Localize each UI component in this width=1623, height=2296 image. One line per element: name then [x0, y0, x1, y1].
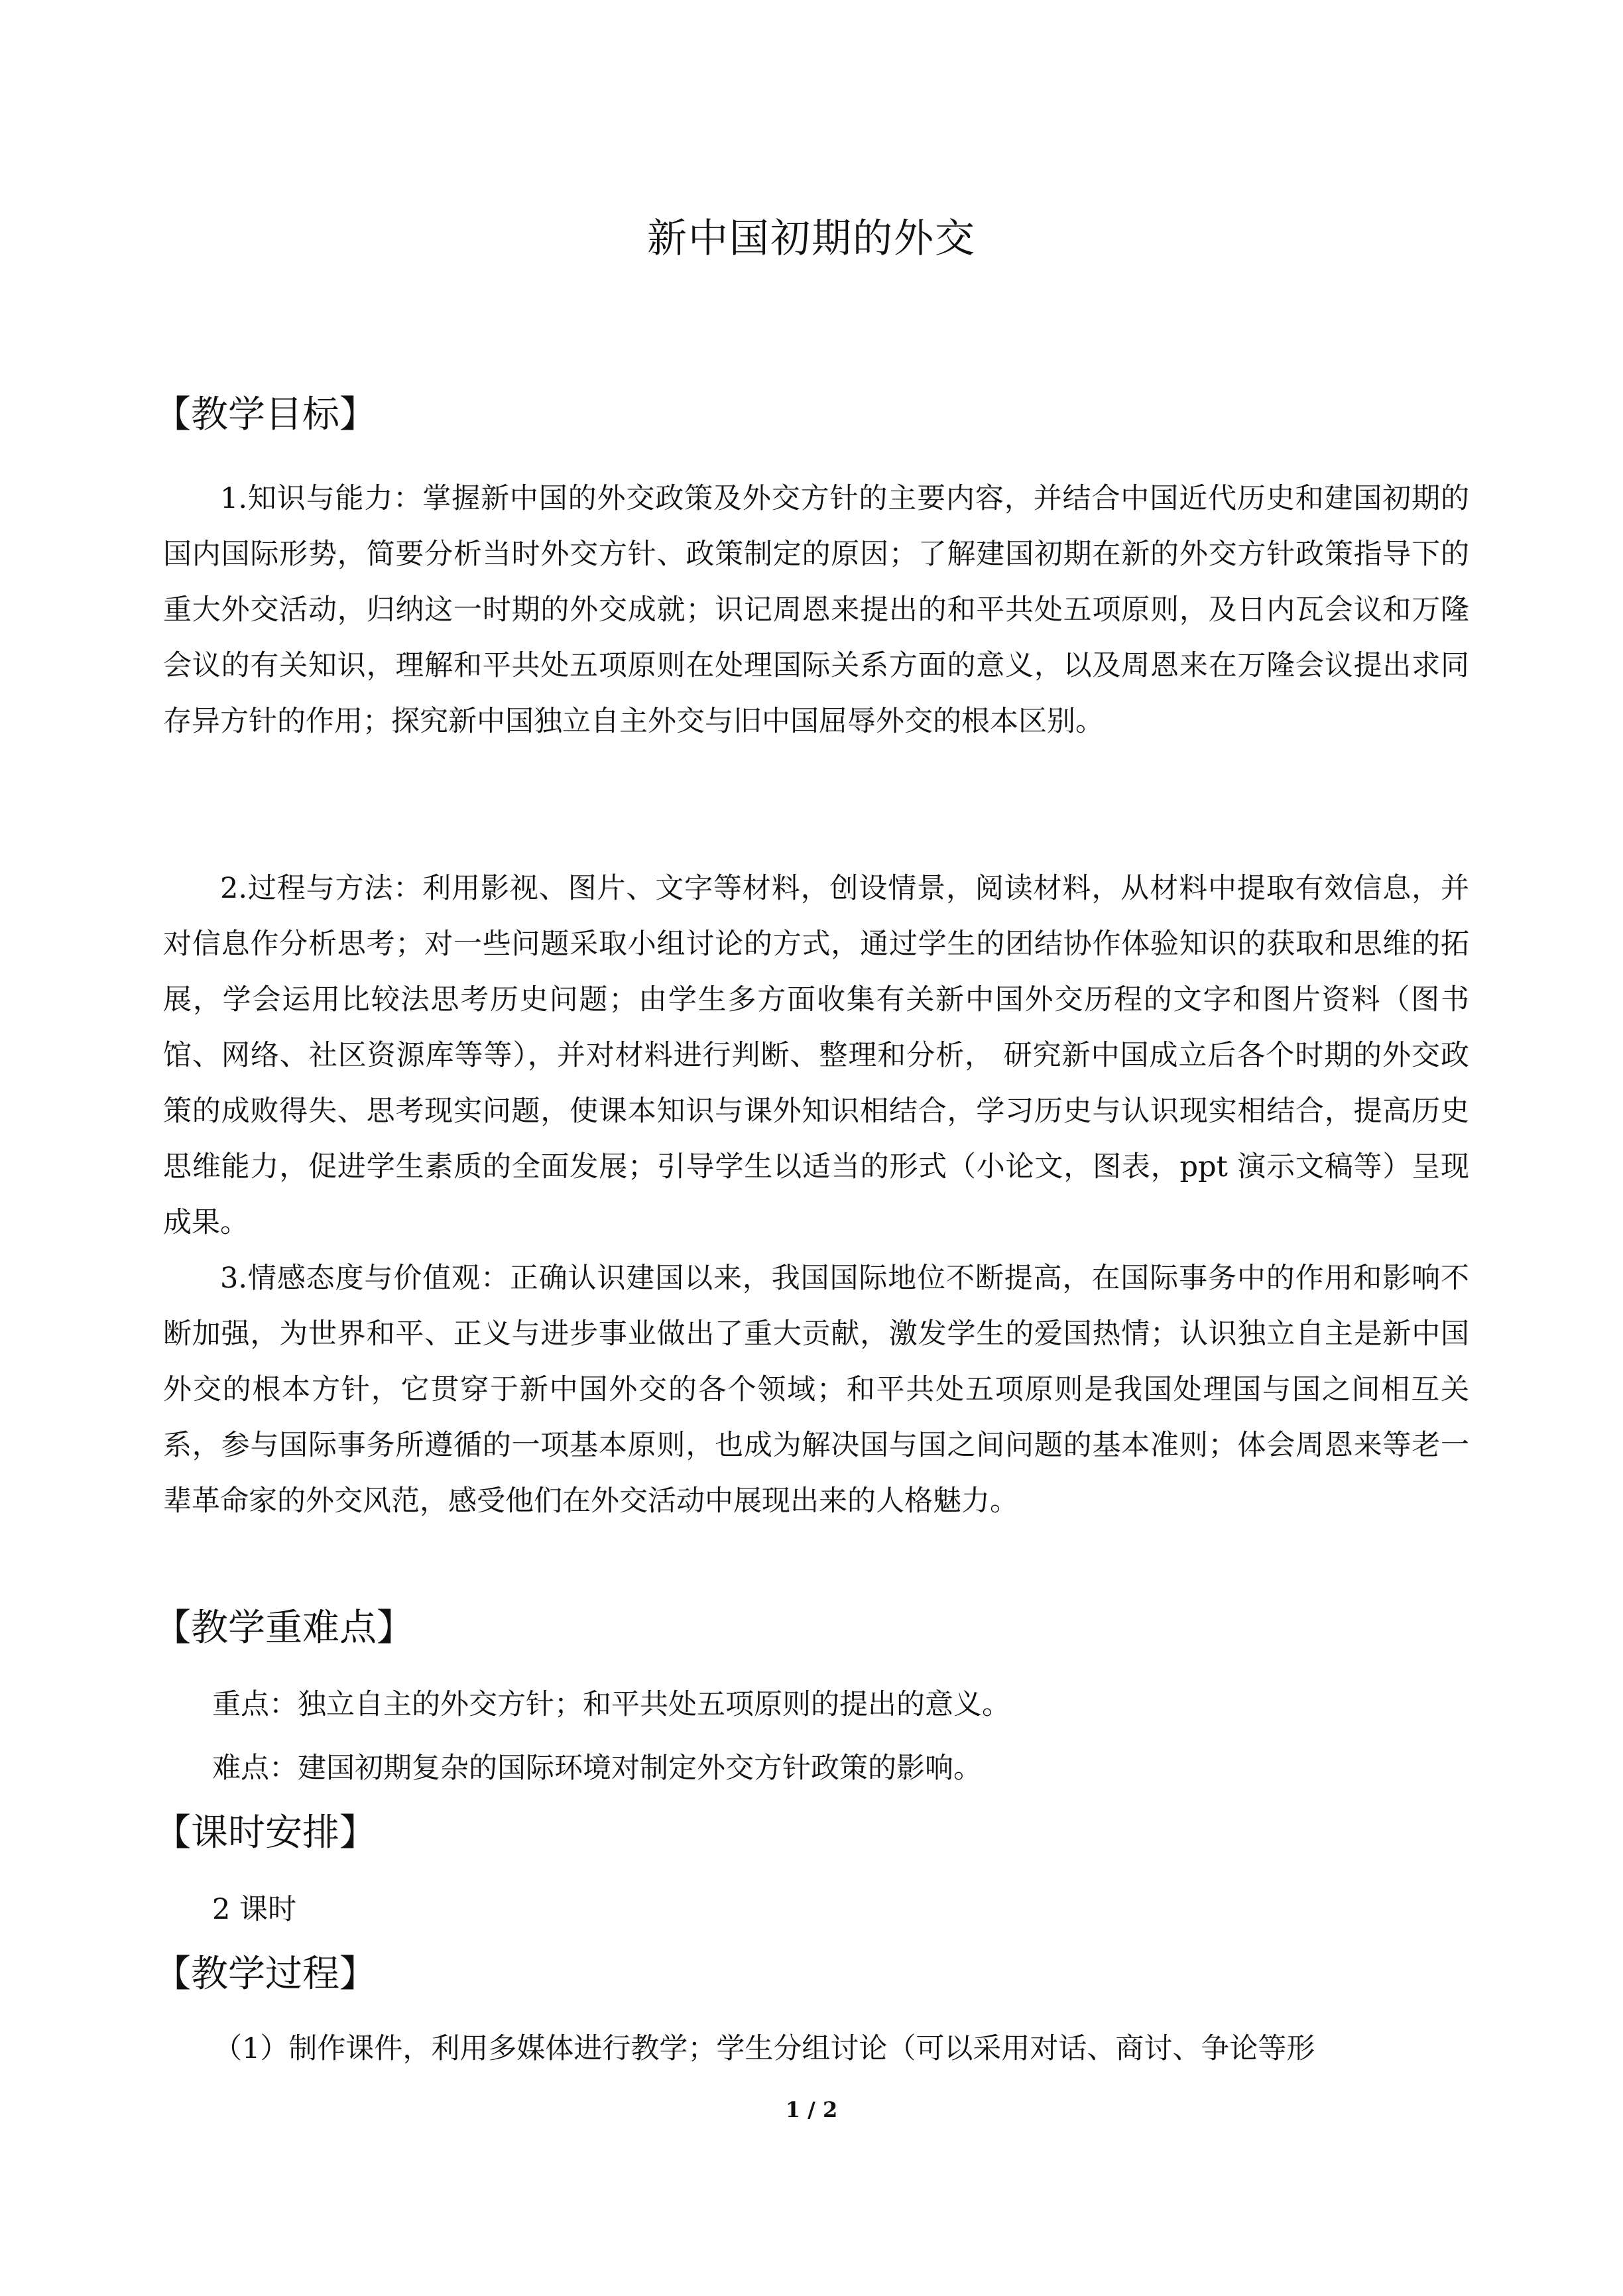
section-heading-objectives: 【教学目标】	[154, 393, 377, 436]
page-number: 1 / 2	[785, 2097, 838, 2122]
process-text: （1）制作课件，利用多媒体进行教学；学生分组讨论（可以采用对话、商讨、争论等形	[213, 2032, 1315, 2065]
paragraph-knowledge-ability: 1.知识与能力：掌握新中国的外交政策及外交方针的主要内容，并结合中国近代历史和建国初期的国内国际形势，简要分析当时外交方针、政策制定的原因；了解建国初期在新的外交方针政策指导下的重大外交活动，归纳这一时期的外交成就；识记周恩来提出的和平共处五项原则，及日内瓦会议和万隆会议的有关知识，理解和平共处五项原则在处理国际关系方面的意义，以及周恩来在万隆会议提出求同存异方针的作用；探究新中国独立自主外交与旧中国屈辱外交的根本区别。	[163, 482, 1469, 738]
document-title: 新中国初期的外交	[647, 215, 976, 262]
section-heading-process: 【教学过程】	[154, 1953, 377, 1996]
schedule-text: 2 课时	[212, 1893, 297, 1926]
paragraph-emotion-values: 3.情感态度与价值观：正确认识建国以来，我国国际地位不断提高，在国际事务中的作用和影响不断加强，为世界和平、正义与进步事业做出了重大贡献，激发学生的爱国热情；认识独立自主是新中国外交的根本方针，它贯穿于新中国外交的各个领域；和平共处五项原则是我国处理国与国之间相互关系，参与国际事务所遵循的一项基本原则，也成为解决国与国之间问题的基本准则；体会周恩来等老一辈革命家的外交风范，感受他们在外交活动中展现出来的人格魅力。	[163, 1262, 1469, 1518]
paragraph-process-method: 2.过程与方法：利用影视、图片、文字等材料，创设情景，阅读材料，从材料中提取有效信息，并对信息作分析思考；对一些问题采取小组讨论的方式，通过学生的团结协作体验知识的获取和思维的拓展，学会运用比较法思考历史问题；由学生多方面收集有关新中国外交历程的文字和图片资料（图书馆、网络、社区资源库等等），并对材料进行判断、整理和分析， 研究新中国成立后各个时期的外交政策的成败得失、思考现实问题，使课本知识与课外知识相结合，学习历史与认识现实相结合，提高历史思维能力，促进学生素质的全面发展；引导学生以适当的形式（小论文，图表，ppt 演示文稿等）呈现成果。	[163, 872, 1469, 1239]
section-heading-schedule: 【课时安排】	[154, 1811, 377, 1854]
key-point-text: 重点：独立自主的外交方针；和平共处五项原则的提出的意义。	[212, 1688, 1010, 1721]
section-heading-key-points: 【教学重难点】	[154, 1606, 414, 1650]
difficult-point-text: 难点：建国初期复杂的国际环境对制定外交方针政策的影响。	[212, 1752, 982, 1785]
